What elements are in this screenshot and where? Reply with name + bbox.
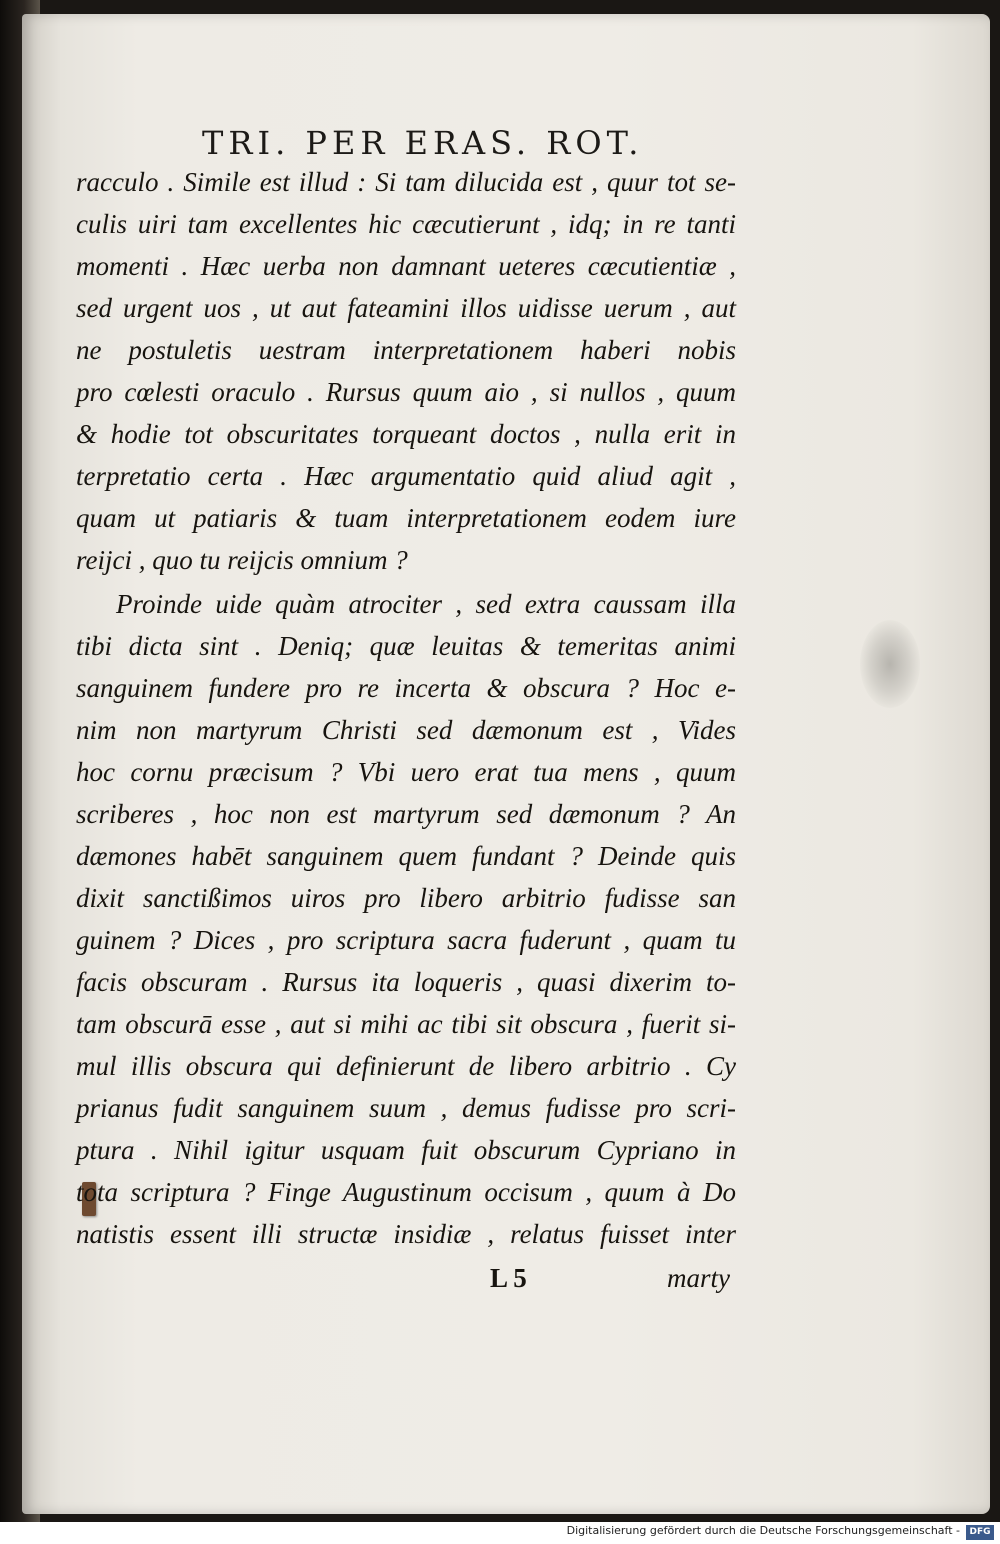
text-line: sed urgent uos , ut aut fateamini illos uidisse uerum , aut: [76, 293, 736, 323]
text-line: dixit sanctißimos uiros pro libero arbitrio fudisse san: [76, 883, 736, 913]
text-line: culis uiri tam excellentes hic cæcutierunt , idq; in re tanti: [76, 209, 736, 239]
funding-credit: Digitalisierung gefördert durch die Deutsche Forschungsgemeinschaft -: [566, 1524, 960, 1537]
text-line: tibi dicta sint . Deniq; quæ leuitas & temeritas animi: [76, 631, 736, 661]
text-line: ptura . Nihil igitur usquam fuit obscurum Cypriano in: [76, 1135, 736, 1165]
text-line: reijci , quo tu reijcis omnium ?: [76, 545, 408, 575]
page-footer-line: [490, 1256, 730, 1300]
text-line: hoc cornu præcisum ? Vbi uero erat tua mens , quum: [76, 757, 736, 787]
text-line: momenti . Hæc uerba non damnant ueteres cæcutientiæ ,: [76, 251, 736, 281]
paper-stain: [860, 620, 920, 708]
text-line: natistis essent illi structæ insidiæ , relatus fuisset inter: [76, 1219, 736, 1249]
text-line: tam obscurā esse , aut si mihi ac tibi sit obscura , fuerit si-: [76, 1009, 736, 1039]
text-line: & hodie tot obscuritates torqueant doctos , nulla erit in: [76, 419, 736, 449]
text-line: sanguinem fundere pro re incerta & obscura ? Hoc e-: [76, 673, 736, 703]
text-line: facis obscuram . Rursus ita loqueris , quasi dixerim to-: [76, 967, 736, 997]
signature-mark: L 5: [490, 1263, 527, 1293]
dfg-logo[interactable]: DFG: [966, 1525, 994, 1540]
text-line: prianus fudit sanguinem suum , demus fudisse pro scri-: [76, 1093, 736, 1123]
text-line: nim non martyrum Christi sed dæmonum est , Vides: [76, 715, 736, 745]
text-line: mul illis obscura qui definierunt de libero arbitrio . Cy: [76, 1051, 736, 1081]
catchword: marty: [667, 1263, 730, 1293]
text-line: racculo . Simile est illud : Si tam dilucida est , quur tot se-: [76, 167, 736, 197]
text-line: ne postuletis uestram interpretationem haberi nobis: [76, 335, 736, 365]
text-line: dæmones habēt sanguinem quem fundant ? Deinde quis: [76, 841, 736, 871]
paragraph-start: Proinde uide quàm atrociter , sed extra caussam illa: [116, 589, 736, 619]
text-line: scriberes , hoc non est martyrum sed dæmonum ? An: [76, 799, 736, 829]
running-head: TRI. PER ERAS. ROT.: [202, 124, 644, 162]
footer-bar: [0, 1522, 1000, 1544]
text-line: guinem ? Dices , pro scriptura sacra fuderunt , quam tu: [76, 925, 736, 955]
text-line: quam ut patiaris & tuam interpretationem eodem iure: [76, 503, 736, 533]
text-line: pro cœlesti oraculo . Rursus quum aio , si nullos , quum: [76, 377, 736, 407]
text-line: terpretatio certa . Hæc argumentatio quid aliud agit ,: [76, 461, 736, 491]
text-line: tota scriptura ? Finge Augustinum occisum , quum à Do: [76, 1177, 736, 1207]
